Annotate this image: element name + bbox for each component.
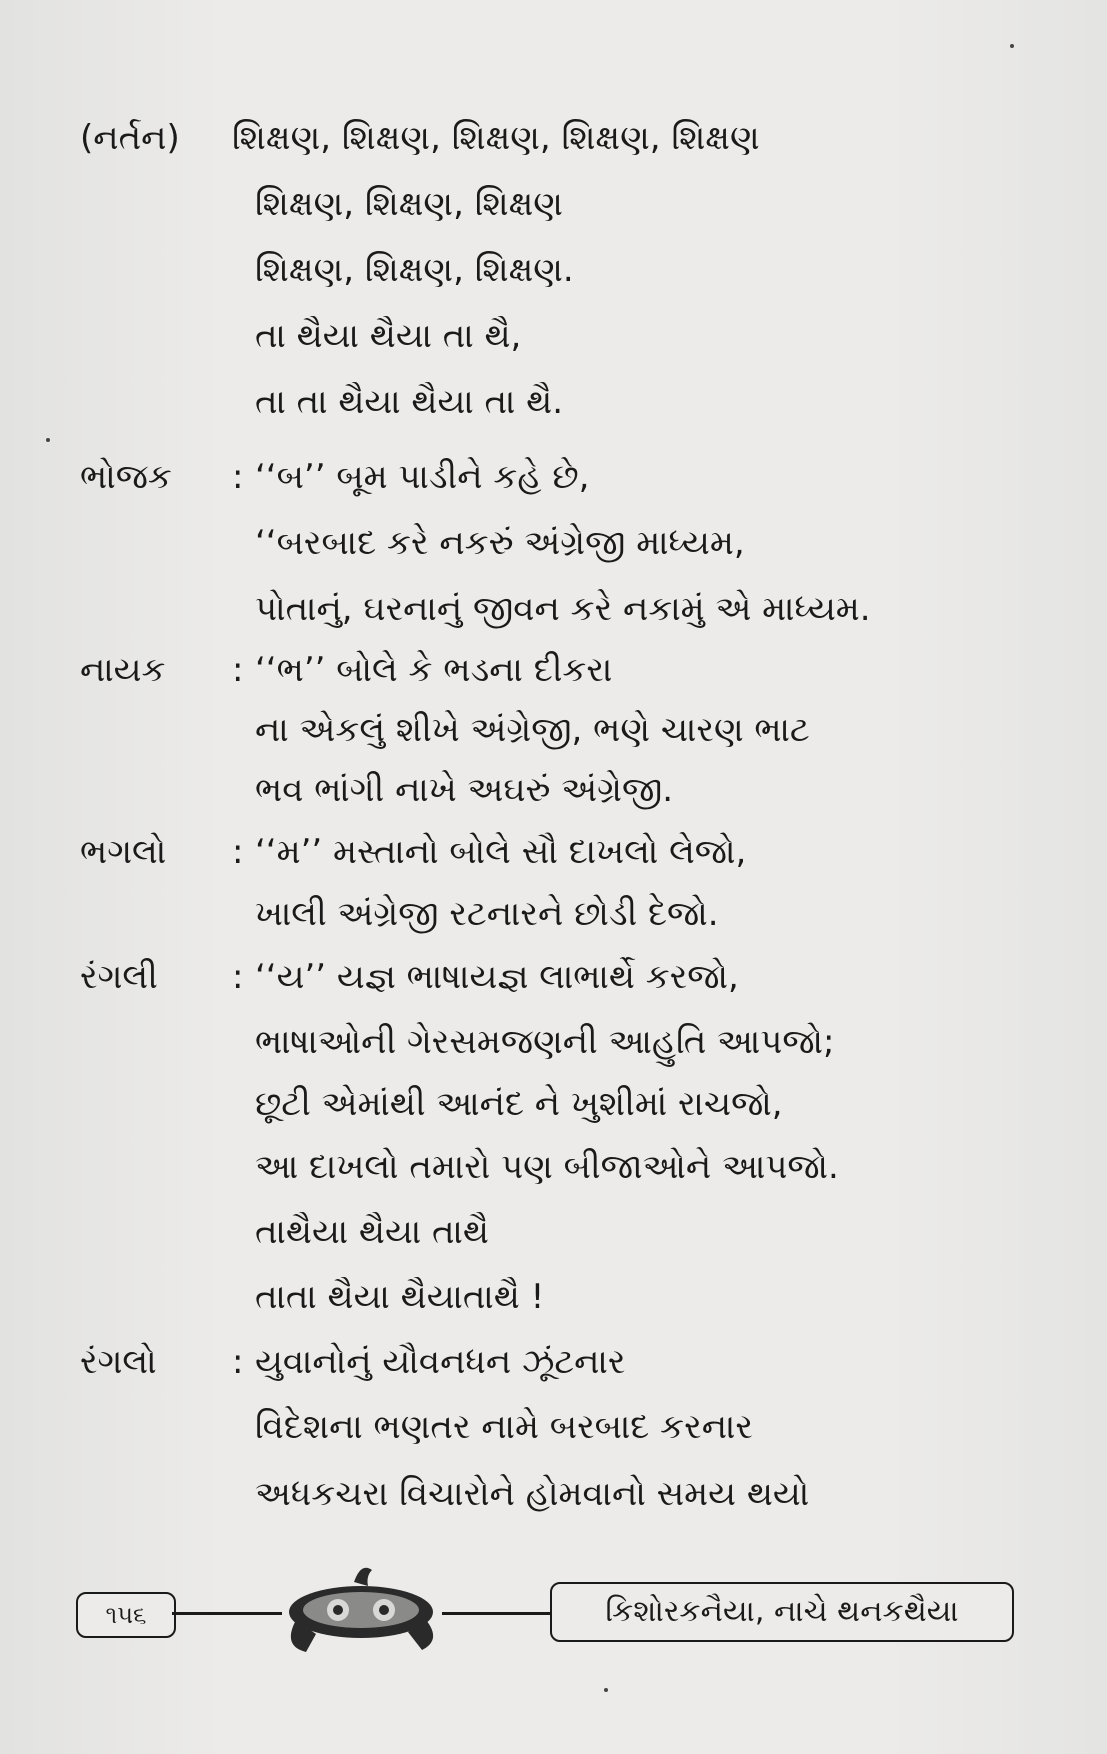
scan-speck xyxy=(604,1688,608,1692)
scan-speck xyxy=(1010,44,1014,48)
footer-rule-right xyxy=(442,1612,552,1615)
verse-line: છૂટી એમાંથી આનંદ ને ખુશીમાં રાચજો, xyxy=(255,1084,783,1124)
speaker-label: (નર્તન) xyxy=(80,118,180,158)
speaker-colon: : xyxy=(232,457,244,497)
verse-line: યુવાનોનું યૌવનધન ઝૂંટનાર xyxy=(255,1342,626,1382)
speaker-label: ભોજક xyxy=(80,457,172,497)
scan-speck xyxy=(46,438,50,442)
krishna-ornament-icon xyxy=(276,1560,446,1656)
verse-line: તા થૈયા થૈયા તા થૈ, xyxy=(255,316,522,356)
verse-line: આ દાખલો તમારો પણ બીજાઓને આપજો. xyxy=(255,1147,839,1187)
speaker-colon: : xyxy=(232,650,244,690)
footer-rule-left xyxy=(172,1612,282,1615)
verse-line: ‘‘મ’’ મસ્તાનો બોલે સૌ દાખલો લેજો, xyxy=(255,832,747,872)
verse-line: ના એકલું શીખે અંગ્રેજી, ભણે ચારણ ભાટ xyxy=(255,710,810,750)
verse-line: ભાષાઓની ગેરસમજણની આહુતિ આપજો; xyxy=(255,1022,835,1062)
verse-line: તા તા થૈયા થૈયા તા થૈ. xyxy=(255,382,564,422)
speaker-colon: : xyxy=(232,1342,244,1382)
verse-line: ભવ ભાંગી નાખે અઘરું અંગ્રેજી. xyxy=(255,770,674,810)
verse-line: ‘‘ભ’’ બોલે કે ભડના દીકરા xyxy=(255,650,613,690)
verse-line: તાથૈયા થૈયા તાથૈ xyxy=(255,1212,489,1252)
book-title: કિશોરકનૈયા, નાચે થનકથૈયા xyxy=(550,1582,1014,1642)
speaker-label: રંગલો xyxy=(80,1342,157,1382)
speaker-colon: : xyxy=(232,832,244,872)
verse-line: શિક્ષણ, શિક્ષણ, શિક્ષણ. xyxy=(255,250,574,290)
verse-line: પોતાનું, ઘરનાનું જીવન કરે નકામું એ માધ્યમ. xyxy=(255,589,871,629)
speaker-label: નાયક xyxy=(80,650,166,690)
verse-line: ‘‘બ’’ બૂમ પાડીને કહે છે, xyxy=(255,457,590,497)
verse-line: ‘‘ય’’ યજ્ઞ ભાષાયજ્ઞ લાભાર્થે કરજો, xyxy=(255,957,739,997)
speaker-label: રંગલી xyxy=(80,957,158,997)
verse-line: તાતા થૈયા થૈયાતાથૈ ! xyxy=(255,1277,545,1317)
verse-line: શિક્ષણ, શિક્ષણ, શિક્ષણ xyxy=(255,184,563,224)
verse-line: અધકચરા વિચારોને હોમવાનો સમય થયો xyxy=(255,1474,810,1514)
verse-line: વિદેશના ભણતર નામે બરબાદ કરનાર xyxy=(255,1407,753,1447)
speaker-colon: : xyxy=(232,957,244,997)
verse-line: ‘‘બરબાદ કરે નકરું અંગ્રેજી માધ્યમ, xyxy=(255,523,745,563)
speaker-label: ભગલો xyxy=(80,832,167,872)
verse-line: શિક્ષણ, શિક્ષણ, શિક્ષણ, શિક્ષણ, શિક્ષણ xyxy=(232,118,760,158)
verse-line: ખાલી અંગ્રેજી રટનારને છોડી દેજો. xyxy=(255,894,719,934)
page-number: ૧૫૬ xyxy=(76,1592,176,1638)
